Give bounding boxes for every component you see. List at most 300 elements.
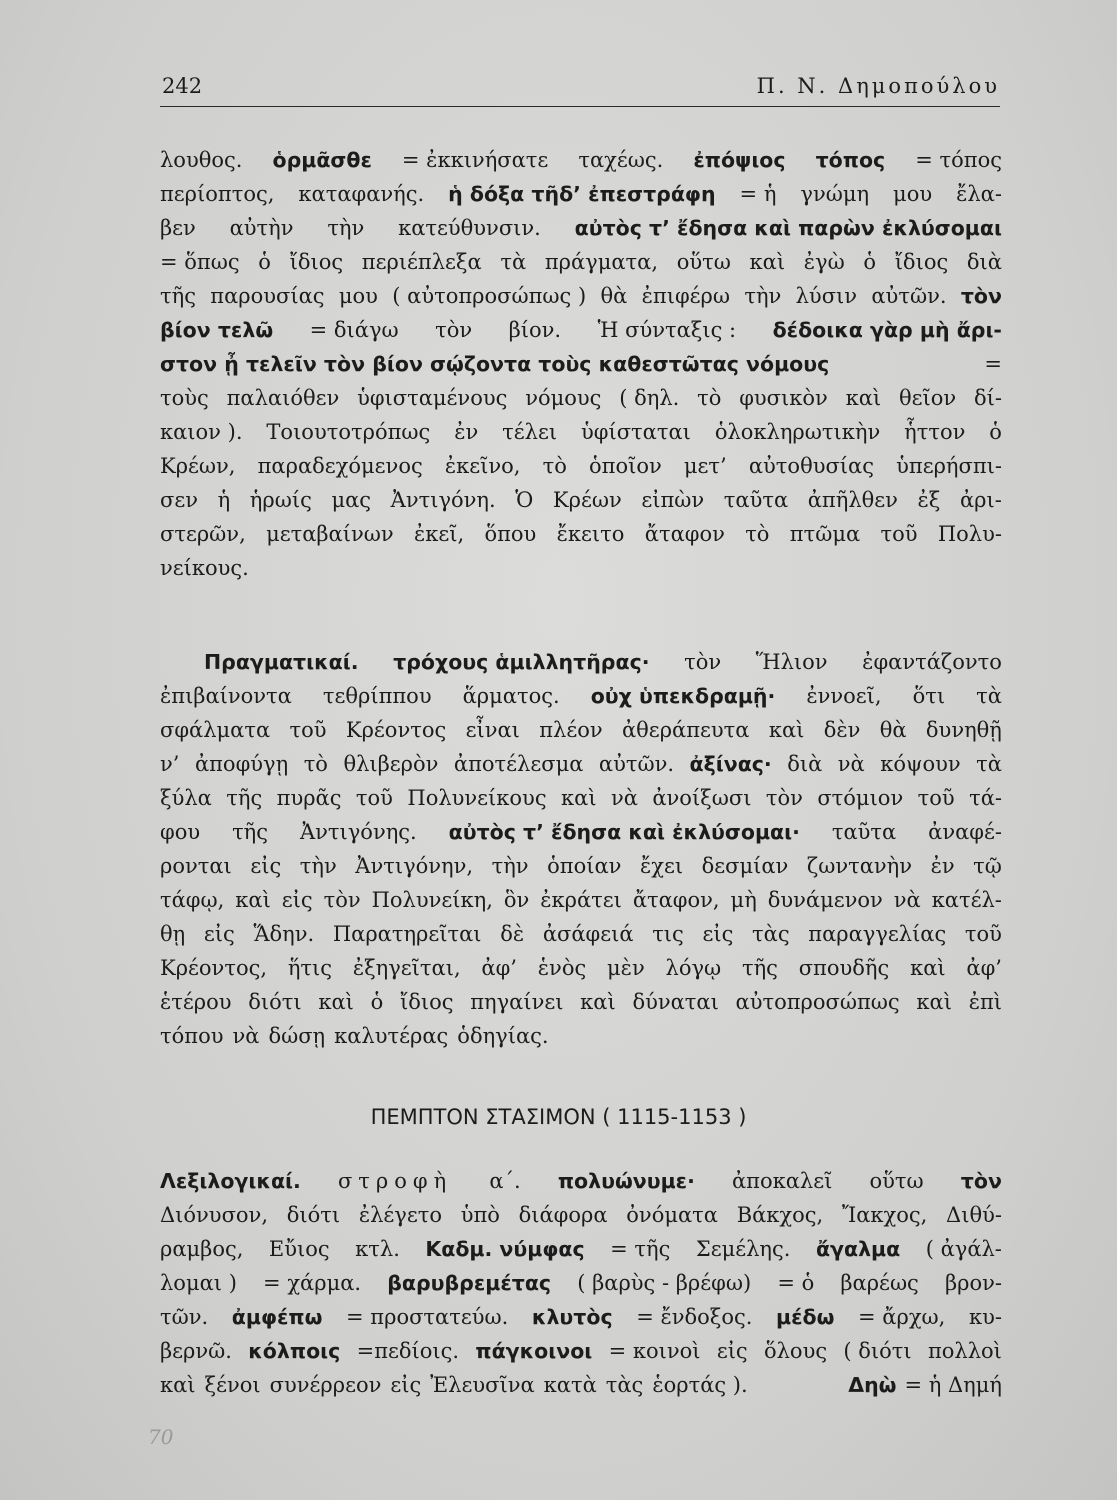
- word: τὸν: [435, 318, 473, 342]
- text-line: [160, 449, 1002, 483]
- word: στερῶν,: [160, 522, 246, 546]
- word: Εὔιος: [268, 1237, 330, 1261]
- word: ὁλοκληρωτικὴν: [714, 420, 881, 444]
- word: ὑπερήσπι-: [896, 454, 1002, 478]
- word: τὸν: [684, 650, 722, 674]
- word: παρουσίας: [210, 284, 325, 308]
- word: τοῦ: [917, 786, 955, 810]
- word: δὲ: [500, 922, 525, 946]
- word: βαρέως: [840, 1271, 919, 1295]
- word: ἀναφέ-: [928, 820, 1002, 844]
- word: ( αὐτοπροσώπως ): [392, 284, 587, 308]
- word: ἀνοίξωσι: [652, 786, 752, 810]
- text-line: [160, 747, 1002, 781]
- word: μὲν: [607, 956, 645, 980]
- word: ὅτι: [912, 684, 946, 708]
- word: αὐτὸς τ’ ἔδησα καὶ ἐκλύσομαι·: [448, 820, 800, 844]
- word: = ἄρχω,: [858, 1305, 946, 1329]
- word: ἐξηγεῖται,: [352, 956, 461, 980]
- text-line: [160, 849, 1002, 883]
- word: τὸν: [960, 1169, 1002, 1193]
- word: ν’: [160, 752, 180, 776]
- word: θλιβερὸν: [343, 752, 439, 776]
- word: εἰς: [390, 1373, 422, 1397]
- word: τοῦ: [289, 718, 327, 742]
- word: τοὺς: [160, 386, 209, 410]
- word: κόλποις: [248, 1339, 341, 1363]
- word: ἅρματος.: [462, 684, 560, 708]
- word: αὐτῶν.: [871, 284, 947, 308]
- word: νείκους.: [160, 556, 249, 580]
- word: καὶ: [845, 386, 882, 410]
- word: διότι: [286, 1203, 341, 1227]
- word: καὶ: [561, 786, 597, 810]
- word: ταχέως.: [578, 148, 664, 172]
- word: καταφανής.: [298, 182, 425, 206]
- word: ταῦτα: [831, 820, 897, 844]
- word: ρονται: [160, 854, 232, 878]
- word: δὲν: [823, 718, 861, 742]
- word: = ἡ Δημή: [904, 1373, 1002, 1397]
- text-line: [160, 815, 1002, 849]
- word: τρόχους ἁμιλλητῆρας·: [393, 650, 650, 674]
- word: καὶ: [235, 888, 271, 912]
- text-line: [160, 1300, 1002, 1334]
- word: ὑφίσταται: [581, 420, 691, 444]
- word: βεν: [160, 216, 196, 240]
- word: Βάκχος,: [736, 1203, 824, 1227]
- word: ἴδιος: [399, 990, 454, 1014]
- word: τάφῳ,: [160, 888, 225, 912]
- word: πολυώνυμε·: [557, 1169, 695, 1193]
- word: τὰς: [752, 922, 790, 946]
- word: τῆς: [226, 786, 263, 810]
- word: τὸ: [542, 454, 567, 478]
- page-number: 242: [162, 74, 203, 98]
- word: ἔχει: [639, 854, 684, 878]
- word: καὶ: [910, 956, 946, 980]
- word: ὅλους: [763, 1339, 828, 1363]
- word: Κρέων: [552, 488, 622, 512]
- text-line: [160, 313, 1002, 347]
- word: δώσῃ: [268, 1024, 326, 1048]
- word: εἰς: [203, 922, 235, 946]
- text-line: [204, 645, 1002, 679]
- word: στόμιον: [817, 786, 904, 810]
- word: ἀξίνας·: [689, 752, 772, 776]
- paragraph-lexilogikai: [160, 1164, 1002, 1402]
- word: ἐφαντάζοντο: [862, 650, 1002, 674]
- word: φου: [160, 820, 201, 844]
- word: ἔκειτο: [556, 522, 625, 546]
- text-line: [160, 985, 1002, 1019]
- word: Καδμ. νύμφας: [425, 1237, 585, 1261]
- word: τὸ: [303, 752, 328, 776]
- word: τὴν: [491, 854, 529, 878]
- text-line: [160, 1198, 1002, 1232]
- text-line: [160, 679, 1002, 713]
- word: ὀνόματα: [626, 1203, 718, 1227]
- word: Διόνυσον,: [160, 1203, 268, 1227]
- word: κόψουν: [880, 752, 961, 776]
- word: Ὁ: [515, 488, 534, 512]
- word: ἡ: [217, 488, 231, 512]
- word: Κρέοντος,: [160, 956, 268, 980]
- margin-mark: 70: [148, 1425, 174, 1449]
- word: εἶναι: [465, 718, 520, 742]
- word: νὰ: [232, 1024, 260, 1048]
- word: λόγῳ: [665, 956, 722, 980]
- word: μετ’: [683, 454, 727, 478]
- word: ἡ δόξα τῆδ’ ἐπεστράφη: [448, 182, 716, 206]
- word: Τοιουτοτρόπως: [266, 420, 431, 444]
- word: αὐτῶν.: [598, 752, 675, 776]
- word: ἀπῆλθεν: [807, 488, 898, 512]
- word: τὰ: [976, 684, 1002, 708]
- word: μέδω: [776, 1305, 835, 1329]
- word: Ἐλευσῖνα: [430, 1373, 535, 1397]
- word: νὰ: [610, 786, 638, 810]
- word: Ἀντιγόνη.: [390, 488, 496, 512]
- word: = διάγω: [309, 318, 399, 342]
- text-line: [160, 951, 1002, 985]
- word: αὐτοπροσώπως: [735, 990, 900, 1014]
- text-line: [160, 143, 1002, 177]
- text-line: [160, 1368, 1002, 1402]
- word: μου: [893, 182, 933, 206]
- word: ἀποτέλεσμα: [453, 752, 584, 776]
- word: ἀμφέπω: [231, 1305, 323, 1329]
- word: =πεδίοις.: [356, 1339, 460, 1363]
- word: ξύλα: [160, 786, 212, 810]
- word: ἐλέγετο: [358, 1203, 442, 1227]
- word: πυρᾶς: [276, 786, 342, 810]
- word: βίον.: [508, 318, 562, 342]
- word: λομαι ): [160, 1271, 237, 1295]
- word: Ἴακχος,: [841, 1203, 928, 1227]
- word: ἐκράτει: [540, 888, 622, 912]
- text-line: [160, 483, 1002, 517]
- word: ἴδιος: [894, 250, 949, 274]
- word: Ἥλιον: [755, 650, 828, 674]
- word: ἀφ’: [966, 956, 1002, 980]
- word: μου: [338, 284, 378, 308]
- word: τὰς: [605, 1373, 644, 1397]
- word: τὸ: [745, 522, 770, 546]
- word: ἐξ: [917, 488, 941, 512]
- word: διὰ: [787, 752, 823, 776]
- word: ἀφ’: [481, 956, 517, 980]
- word: διὰ: [966, 250, 1002, 274]
- word: τὸν: [323, 888, 361, 912]
- word: καὶ: [768, 718, 805, 742]
- word: Κρέοντος: [345, 718, 447, 742]
- word: θὰ: [879, 718, 907, 742]
- word: εἰπὼν: [641, 488, 705, 512]
- word: τόπου: [160, 1024, 224, 1048]
- word: ὁρμᾶσθε: [272, 148, 372, 172]
- word: κλυτὸς: [531, 1305, 613, 1329]
- word: μας: [331, 488, 372, 512]
- word: εἰς: [716, 1339, 748, 1363]
- word: οὐχ ὑπεκδραμῇ·: [590, 684, 776, 708]
- word: κτλ.: [355, 1237, 400, 1261]
- word: θὰ: [600, 284, 628, 308]
- word: ἐν: [454, 420, 479, 444]
- word: ἐγὼ: [803, 250, 845, 274]
- word: τὰ: [500, 250, 527, 274]
- word: πτῶμα: [789, 522, 861, 546]
- word: ἐπὶ: [968, 990, 1002, 1014]
- word: ( δηλ.: [619, 386, 680, 410]
- word: ἑνὸς: [537, 956, 587, 980]
- page-header: [160, 72, 1000, 107]
- word: Λεξιλογικαί.: [160, 1169, 301, 1193]
- word: τὸ: [697, 386, 722, 410]
- word: Ἀντιγόνης.: [299, 820, 417, 844]
- word: Ἡ σύνταξις :: [597, 318, 737, 342]
- text-line: [160, 517, 1002, 551]
- text-line: [160, 781, 1002, 815]
- word: ὁδηγίας.: [457, 1024, 549, 1048]
- word: τῆς: [160, 284, 196, 308]
- word: τὴν: [744, 284, 782, 308]
- running-head: Π. Ν. Δημοπούλου: [756, 74, 1000, 98]
- text-line: [160, 1232, 1002, 1266]
- word: καὶ: [580, 990, 616, 1014]
- word: τῶν.: [160, 1305, 209, 1329]
- word: στον ᾖ τελεῖν τὸν βίον σῴζοντα τοὺς καθεστῶτας νόμους: [160, 352, 830, 376]
- text-line: [160, 551, 1002, 585]
- word: ἴδιος: [289, 250, 344, 274]
- text-line: [160, 1019, 1002, 1053]
- word: καὶ: [916, 990, 952, 1014]
- word: διάφορα: [518, 1203, 608, 1227]
- word: καιον ).: [160, 420, 243, 444]
- word: α΄.: [489, 1169, 521, 1193]
- word: τῆς: [232, 820, 269, 844]
- text-line: [160, 347, 1002, 381]
- word: δέδοικα γὰρ μὴ ἄρι-: [772, 318, 1002, 342]
- word: ἑτέρου: [160, 990, 232, 1014]
- word: Ἅδην.: [253, 922, 315, 946]
- word: ἐν: [930, 854, 955, 878]
- word: ὁποίαν: [547, 854, 622, 878]
- word: λουθος.: [160, 148, 243, 172]
- word: = ὁ: [777, 1271, 815, 1295]
- text-line: [160, 1266, 1002, 1300]
- word: αὐτὸς τ’ ἔδησα καὶ παρὼν ἐκλύσομαι: [574, 216, 1002, 240]
- word: αὐτὴν: [229, 216, 294, 240]
- word: εἰς: [250, 854, 282, 878]
- word: = τόπος: [915, 148, 1002, 172]
- word: τὸν: [960, 284, 1002, 308]
- word: αὐτοθυσίας: [748, 454, 874, 478]
- word: κατὰ: [543, 1373, 597, 1397]
- text-line: [160, 415, 1002, 449]
- word: τοῦ: [880, 522, 918, 546]
- word: τὴν: [327, 216, 365, 240]
- text-line: [160, 917, 1002, 951]
- word: ἐκεῖνο,: [444, 454, 521, 478]
- word: Σεμέλης.: [695, 1237, 791, 1261]
- word: νόμους: [525, 386, 602, 410]
- word: Ἀντιγόνην,: [355, 854, 474, 878]
- text-line: [160, 1334, 1002, 1368]
- word: ἐπιβαίνοντα: [160, 684, 292, 708]
- word: περιέπλεξα: [361, 250, 482, 274]
- word: ( διότι: [843, 1339, 912, 1363]
- word: ἄγαλμα: [815, 1237, 901, 1261]
- word: παραγγελίας: [808, 922, 947, 946]
- word: ὑπὸ: [460, 1203, 500, 1227]
- word: τὸν: [765, 786, 803, 810]
- word: = προστατεύω.: [346, 1305, 509, 1329]
- word: εἰς: [281, 888, 313, 912]
- word: = ἡ: [739, 182, 777, 206]
- word: νὰ: [837, 752, 865, 776]
- word: Δηὼ: [848, 1373, 897, 1397]
- word: ἐννοεῖ,: [806, 684, 882, 708]
- word: τῆς: [741, 956, 778, 980]
- word: Κρέων,: [160, 454, 236, 478]
- word: πλέον: [539, 718, 603, 742]
- word: σεν: [160, 488, 198, 512]
- word: κατέλ-: [931, 888, 1002, 912]
- word: βερνῶ.: [160, 1339, 232, 1363]
- word: φυσικὸν: [739, 386, 828, 410]
- word: θεῖον: [898, 386, 957, 410]
- text-line: [160, 279, 1002, 313]
- word: συνέρρεον: [269, 1373, 382, 1397]
- word: ὁ: [370, 990, 384, 1014]
- word: ραμβος,: [160, 1237, 244, 1261]
- word: Παρατηρεῖται: [332, 922, 482, 946]
- word: μεταβαίνων: [266, 522, 394, 546]
- word: κατεύθυνσιν.: [398, 216, 541, 240]
- word: ἡρωίς: [249, 488, 312, 512]
- text-line: [160, 713, 1002, 747]
- word: ἀποφύγῃ: [194, 752, 289, 776]
- word: ἐπόψιος: [693, 148, 786, 172]
- word: σφάλματα: [160, 718, 271, 742]
- word: ταῦτα: [723, 488, 789, 512]
- word: ἑορτάς ).: [652, 1373, 748, 1397]
- word: ἄταφον: [644, 522, 725, 546]
- word: ἔλα-: [956, 182, 1002, 206]
- word: διότι: [248, 990, 302, 1014]
- word: δεσμίαν: [701, 854, 789, 878]
- word: ὁ: [863, 250, 877, 274]
- word: τις: [652, 922, 684, 946]
- text-line: [160, 177, 1002, 211]
- section-heading: ΠΕΜΠΤΟΝ ΣΤΑΣΙΜΟΝ ( 1115-1153 ): [370, 1105, 747, 1129]
- word: = κοινοὶ: [608, 1339, 701, 1363]
- word: Πραγματικαί.: [204, 650, 359, 674]
- word: ( ἀγάλ-: [925, 1237, 1002, 1261]
- word: Πολυνείκους: [407, 786, 547, 810]
- line-spacer: [757, 1368, 832, 1402]
- word: = ἔνδοξος.: [636, 1305, 753, 1329]
- word: τὰ: [976, 752, 1002, 776]
- word: τέλει: [502, 420, 558, 444]
- word: καὶ: [749, 250, 786, 274]
- word: τὴν: [299, 854, 337, 878]
- word: περίοπτος,: [160, 182, 275, 206]
- word: ὁποῖον: [589, 454, 662, 478]
- word: = χάρμα.: [263, 1271, 362, 1295]
- word: βρον-: [944, 1271, 1002, 1295]
- word: τεθρίππου: [322, 684, 432, 708]
- word: βίον τελῶ: [160, 318, 274, 342]
- word: ἐκεῖ,: [413, 522, 465, 546]
- paragraph-pragmatikai: [160, 645, 1002, 1053]
- word: πράγματα,: [544, 250, 659, 274]
- word: σπουδῆς: [798, 956, 890, 980]
- word: ὁ: [989, 420, 1002, 444]
- word: καὶ: [318, 990, 354, 1014]
- word: ὁ: [258, 250, 271, 274]
- text-line: [160, 245, 1002, 279]
- word: γνώμη: [800, 182, 870, 206]
- text-line: [160, 211, 1002, 245]
- word: ἄταφον,: [632, 888, 720, 912]
- word: λύσιν: [795, 284, 858, 308]
- word: τόπος: [815, 148, 886, 172]
- word: =: [984, 352, 1002, 376]
- word: εἰς: [702, 922, 734, 946]
- word: ἀποκαλεῖ: [732, 1169, 833, 1193]
- word: ξένοι: [204, 1373, 261, 1397]
- word: τῷ: [973, 854, 1002, 878]
- word: = τῆς: [610, 1237, 671, 1261]
- word: κυ-: [968, 1305, 1002, 1329]
- word: Διθύ-: [946, 1203, 1002, 1227]
- word: Πολυ-: [937, 522, 1002, 546]
- word: καλυτέρας: [334, 1024, 449, 1048]
- word: νὰ: [893, 888, 921, 912]
- word: δύναται: [632, 990, 719, 1014]
- word: μὴ: [730, 888, 757, 912]
- word: ὃν: [503, 888, 530, 912]
- word: θῃ: [160, 922, 186, 946]
- paragraph-commentary: [160, 143, 1002, 585]
- word: τά-: [969, 786, 1002, 810]
- word: ἧττον: [904, 420, 966, 444]
- word: ἐπιφέρω: [641, 284, 730, 308]
- word: τοῦ: [355, 786, 393, 810]
- word: πάγκοινοι: [475, 1339, 593, 1363]
- word: ἀρι-: [959, 488, 1002, 512]
- word: τοῦ: [964, 922, 1002, 946]
- word: οὕτω: [676, 250, 731, 274]
- text-line: [160, 1164, 1002, 1198]
- word: στροφὴ: [337, 1169, 453, 1193]
- word: πηγαίνει: [470, 990, 564, 1014]
- word: πολλοὶ: [927, 1339, 1002, 1363]
- word: οὕτω: [869, 1169, 924, 1193]
- word: Πολυνείκη,: [371, 888, 493, 912]
- text-line: [160, 883, 1002, 917]
- word: δυνάμενον: [767, 888, 883, 912]
- text-line: [160, 381, 1002, 415]
- word: ἀσάφειά: [542, 922, 634, 946]
- word: καὶ: [160, 1373, 196, 1397]
- word: δυνηθῇ: [925, 718, 1002, 742]
- word: ὑφισταμένους: [357, 386, 508, 410]
- word: ζωντανὴν: [806, 854, 913, 878]
- word: παλαιόθεν: [226, 386, 340, 410]
